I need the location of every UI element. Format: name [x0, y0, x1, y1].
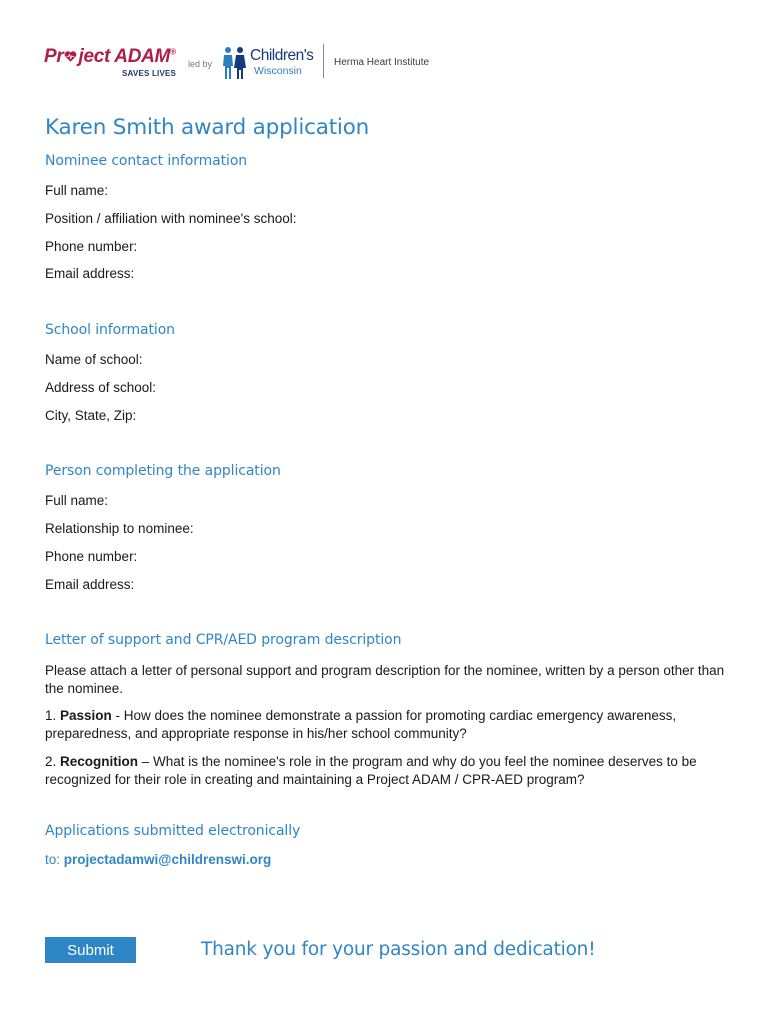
person-email-field[interactable]: Email address:: [45, 577, 135, 592]
passion-question: 1. Passion - How does the nominee demonstrate a passion for promoting cardiac emergency awareness, preparedness, and appropriate response in his/her school community?: [45, 708, 677, 741]
person-section-heading: Person completing the application: [45, 463, 281, 479]
led-by-text: led by: [188, 59, 213, 69]
thank-you-message: Thank you for your passion and dedication!: [201, 939, 596, 960]
herma-heart-institute: Herma Heart Institute: [334, 57, 430, 68]
nominee-phone-field[interactable]: Phone number:: [45, 239, 138, 254]
nominee-section-heading: Nominee contact information: [45, 153, 248, 169]
logo-divider: [323, 44, 324, 78]
submission-email-link[interactable]: projectadamwi@childrenswi.org: [63, 852, 272, 867]
project-adam-logo: [44, 46, 177, 78]
children-figures-icon: [221, 46, 249, 80]
nominee-full-name-field[interactable]: Full name:: [45, 183, 109, 198]
nominee-position-field[interactable]: Position / affiliation with nominee's school:: [45, 211, 297, 226]
school-name-field[interactable]: Name of school:: [45, 352, 143, 367]
childrens-subtitle: Wisconsin: [254, 65, 302, 77]
heart-icon: [64, 50, 77, 63]
letter-section-heading: Letter of support and CPR/AED program description: [45, 632, 402, 648]
person-relationship-field[interactable]: Relationship to nominee:: [45, 521, 194, 536]
passion-label: Passion: [60, 708, 112, 723]
submission-email-line: to: projectadamwi@childrenswi.org: [45, 852, 272, 867]
recognition-label: Recognition: [60, 754, 139, 769]
school-city-state-zip-field[interactable]: City, State, Zip:: [45, 408, 137, 423]
person-full-name-field[interactable]: Full name:: [45, 493, 109, 508]
submit-section-heading: Applications submitted electronically: [45, 823, 301, 839]
recognition-question: 2. Recognition – What is the nominee's role in the program and why do you feel the nominee deserves to be recognized for their role in creating and maintaining a Project ADAM / CPR-AED program?: [45, 754, 697, 787]
project-adam-name: Pr ject ADAM®: [44, 46, 176, 67]
childrens-name: Children's: [250, 47, 314, 64]
project-adam-tagline: SAVES LIVES: [122, 69, 177, 78]
nominee-email-field[interactable]: Email address:: [45, 266, 135, 281]
page-title: Karen Smith award application: [45, 115, 370, 140]
school-section-heading: School information: [45, 322, 175, 338]
letter-instructions: Please attach a letter of personal support and program description for the nominee, written by a person other than the nominee.: [45, 663, 725, 696]
header-logos: [44, 42, 464, 86]
person-phone-field[interactable]: Phone number:: [45, 549, 138, 564]
submit-button[interactable]: Submit: [45, 937, 136, 963]
school-address-field[interactable]: Address of school:: [45, 380, 157, 395]
